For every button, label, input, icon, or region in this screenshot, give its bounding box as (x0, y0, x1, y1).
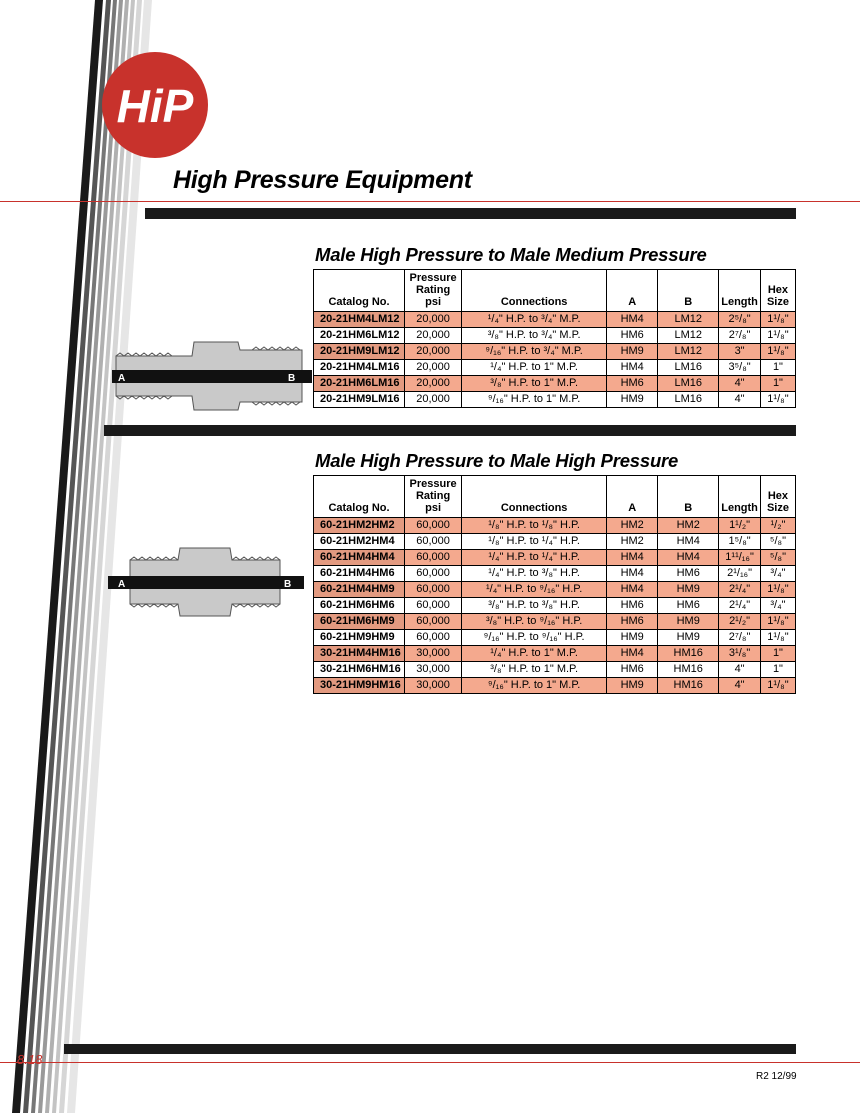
cell-b: HM9 (658, 630, 719, 646)
table-row (314, 328, 796, 344)
diagram-label-b: B (288, 373, 296, 384)
cell-hex: 1¹/₈" (760, 344, 795, 360)
cell-hex: ³/₄" (760, 598, 795, 614)
cell-a: HM2 (607, 534, 658, 550)
cell-pressure: 20,000 (405, 360, 462, 376)
cell-hex: ¹/₂" (760, 518, 795, 534)
cell-length: 3¹/₈" (719, 646, 761, 662)
cell-a: HM9 (607, 344, 658, 360)
cell-hex: ³/₄" (760, 566, 795, 582)
cell-a: HM9 (607, 630, 658, 646)
cell-a: HM4 (607, 360, 658, 376)
cell-a: HM6 (607, 328, 658, 344)
cell-connections: ¹/₄" H.P. to ³/₄" M.P. (462, 312, 607, 328)
cell-length: 4" (719, 662, 761, 678)
table-body-high (314, 518, 796, 694)
cell-connections: ¹/₈" H.P. to ¹/₈" H.P. (462, 518, 607, 534)
cell-pressure: 60,000 (405, 614, 462, 630)
title-rule (0, 201, 860, 202)
cell-connections: ¹/₄" H.P. to 1" M.P. (462, 360, 607, 376)
table-row (314, 678, 796, 694)
cell-b: HM16 (658, 662, 719, 678)
fitting-diagram-medium (112, 340, 312, 412)
cell-connections: ¹/₄" H.P. to 1" M.P. (462, 646, 607, 662)
cell-b: HM16 (658, 646, 719, 662)
cell-b: LM12 (658, 344, 719, 360)
cell-length: 2⁵/₈" (719, 312, 761, 328)
cell-catalog: 60-21HM4HM9 (314, 582, 405, 598)
cell-length: 1¹¹/₁₆" (719, 550, 761, 566)
col-connections: Connections (462, 476, 607, 518)
cell-catalog: 20-21HM6LM16 (314, 376, 405, 392)
cell-length: 2¹/₁₆" (719, 566, 761, 582)
cell-catalog: 60-21HM2HM2 (314, 518, 405, 534)
cell-pressure: 20,000 (405, 392, 462, 408)
cell-connections: ⁹/₁₆" H.P. to 1" M.P. (462, 678, 607, 694)
table-row (314, 614, 796, 630)
col-length: Length (719, 476, 761, 518)
cell-a: HM6 (607, 376, 658, 392)
cell-a: HM6 (607, 598, 658, 614)
table-row (314, 646, 796, 662)
cell-hex: 1" (760, 376, 795, 392)
cell-b: HM2 (658, 518, 719, 534)
cell-b: LM16 (658, 392, 719, 408)
cell-pressure: 30,000 (405, 646, 462, 662)
table-row (314, 598, 796, 614)
page-title: High Pressure Equipment (173, 166, 472, 194)
col-connections: Connections (462, 270, 607, 312)
table-body-medium (314, 312, 796, 408)
cell-connections: ³/₈" H.P. to ³/₈" H.P. (462, 598, 607, 614)
cell-b: HM4 (658, 550, 719, 566)
cell-hex: 1¹/₈" (760, 312, 795, 328)
cell-hex: 1¹/₈" (760, 614, 795, 630)
cell-b: HM16 (658, 678, 719, 694)
hip-logo (100, 50, 210, 160)
col-b: B (658, 270, 719, 312)
cell-connections: ⁹/₁₆" H.P. to 1" M.P. (462, 392, 607, 408)
diagram-label-a: A (118, 373, 126, 384)
cell-catalog: 60-21HM2HM4 (314, 534, 405, 550)
cell-pressure: 60,000 (405, 518, 462, 534)
cell-length: 4" (719, 376, 761, 392)
cell-b: LM16 (658, 360, 719, 376)
table-high-pressure (313, 475, 796, 694)
cell-length: 4" (719, 392, 761, 408)
cell-connections: ³/₈" H.P. to ⁹/₁₆" H.P. (462, 614, 607, 630)
cell-pressure: 30,000 (405, 662, 462, 678)
cell-hex: 1¹/₈" (760, 630, 795, 646)
cell-pressure: 20,000 (405, 376, 462, 392)
col-catalog: Catalog No. (314, 270, 405, 312)
cell-hex: 1¹/₈" (760, 328, 795, 344)
cell-connections: ¹/₄" H.P. to ⁹/₁₆" H.P. (462, 582, 607, 598)
col-pressure: Pressure Rating psi (405, 476, 462, 518)
cell-hex: 1" (760, 662, 795, 678)
cell-catalog: 20-21HM9LM12 (314, 344, 405, 360)
diagram-label-a: A (118, 579, 126, 590)
table-row (314, 630, 796, 646)
col-a: A (607, 476, 658, 518)
table-row (314, 662, 796, 678)
cell-b: HM9 (658, 582, 719, 598)
cell-catalog: 30-21HM6HM16 (314, 662, 405, 678)
section-title-high: Male High Pressure to Male High Pressure (315, 450, 679, 471)
cell-a: HM4 (607, 582, 658, 598)
cell-length: 3" (719, 344, 761, 360)
cell-a: HM9 (607, 678, 658, 694)
cell-length: 2¹/₄" (719, 582, 761, 598)
cell-catalog: 20-21HM4LM16 (314, 360, 405, 376)
cell-catalog: 60-21HM4HM6 (314, 566, 405, 582)
table-row (314, 550, 796, 566)
col-pressure: Pressure Rating psi (405, 270, 462, 312)
cell-hex: 1¹/₈" (760, 582, 795, 598)
cell-length: 2¹/₂" (719, 614, 761, 630)
revision-code: R2 12/99 (756, 1071, 797, 1082)
col-length: Length (719, 270, 761, 312)
cell-pressure: 60,000 (405, 566, 462, 582)
cell-pressure: 60,000 (405, 598, 462, 614)
cell-hex: ⁵/₈" (760, 550, 795, 566)
cell-b: HM6 (658, 598, 719, 614)
fitting-diagram-high (108, 546, 304, 618)
header-bar (145, 208, 796, 219)
cell-connections: ¹/₄" H.P. to ¹/₄" H.P. (462, 550, 607, 566)
cell-catalog: 60-21HM6HM6 (314, 598, 405, 614)
col-a: A (607, 270, 658, 312)
cell-hex: 1¹/₈" (760, 392, 795, 408)
cell-connections: ³/₈" H.P. to ³/₄" M.P. (462, 328, 607, 344)
cell-length: 2⁷/₈" (719, 630, 761, 646)
cell-a: HM4 (607, 550, 658, 566)
cell-a: HM6 (607, 662, 658, 678)
table-medium-pressure (313, 269, 796, 408)
cell-a: HM4 (607, 312, 658, 328)
cell-pressure: 20,000 (405, 328, 462, 344)
table-row (314, 376, 796, 392)
cell-b: LM12 (658, 328, 719, 344)
cell-connections: ¹/₈" H.P. to ¹/₄" H.P. (462, 534, 607, 550)
cell-b: HM9 (658, 614, 719, 630)
cell-catalog: 60-21HM6HM9 (314, 614, 405, 630)
cell-catalog: 20-21HM6LM12 (314, 328, 405, 344)
cell-pressure: 20,000 (405, 312, 462, 328)
cell-catalog: 60-21HM9HM9 (314, 630, 405, 646)
cell-a: HM4 (607, 566, 658, 582)
cell-catalog: 30-21HM4HM16 (314, 646, 405, 662)
cell-b: LM12 (658, 312, 719, 328)
cell-connections: ¹/₄" H.P. to ³/₈" H.P. (462, 566, 607, 582)
col-hex: Hex Size (760, 476, 795, 518)
cell-connections: ³/₈" H.P. to 1" M.P. (462, 662, 607, 678)
table-row (314, 392, 796, 408)
cell-pressure: 60,000 (405, 582, 462, 598)
diagram-label-b: B (284, 579, 292, 590)
cell-length: 1⁵/₈" (719, 534, 761, 550)
divider-bar (104, 425, 796, 436)
cell-pressure: 60,000 (405, 550, 462, 566)
cell-catalog: 60-21HM4HM4 (314, 550, 405, 566)
table-row (314, 360, 796, 376)
cell-a: HM4 (607, 646, 658, 662)
cell-catalog: 20-21HM4LM12 (314, 312, 405, 328)
col-catalog: Catalog No. (314, 476, 405, 518)
cell-catalog: 30-21HM9HM16 (314, 678, 405, 694)
table-row (314, 518, 796, 534)
cell-length: 2⁷/₈" (719, 328, 761, 344)
cell-b: LM16 (658, 376, 719, 392)
cell-connections: ⁹/₁₆" H.P. to ³/₄" M.P. (462, 344, 607, 360)
cell-connections: ³/₈" H.P. to 1" M.P. (462, 376, 607, 392)
cell-hex: 1" (760, 646, 795, 662)
table-row (314, 582, 796, 598)
cell-b: HM4 (658, 534, 719, 550)
cell-connections: ⁹/₁₆" H.P. to ⁹/₁₆" H.P. (462, 630, 607, 646)
cell-length: 1¹/₂" (719, 518, 761, 534)
cell-length: 4" (719, 678, 761, 694)
cell-a: HM9 (607, 392, 658, 408)
cell-hex: 1" (760, 360, 795, 376)
table-row (314, 344, 796, 360)
cell-pressure: 60,000 (405, 630, 462, 646)
cell-b: HM6 (658, 566, 719, 582)
cell-length: 3⁵/₈" (719, 360, 761, 376)
section-title-medium: Male High Pressure to Male Medium Pressure (315, 244, 707, 265)
cell-hex: 1¹/₈" (760, 678, 795, 694)
logo-text: HiP (116, 80, 194, 132)
cell-pressure: 60,000 (405, 534, 462, 550)
cell-pressure: 30,000 (405, 678, 462, 694)
cell-catalog: 20-21HM9LM16 (314, 392, 405, 408)
table-row (314, 534, 796, 550)
cell-pressure: 20,000 (405, 344, 462, 360)
cell-a: HM6 (607, 614, 658, 630)
footer-bar (64, 1044, 796, 1054)
page-number: 8.18 (17, 1052, 43, 1067)
cell-length: 2¹/₄" (719, 598, 761, 614)
table-row (314, 566, 796, 582)
footer-rule (0, 1062, 860, 1063)
cell-hex: ⁵/₈" (760, 534, 795, 550)
col-hex: Hex Size (760, 270, 795, 312)
table-row (314, 312, 796, 328)
col-b: B (658, 476, 719, 518)
cell-a: HM2 (607, 518, 658, 534)
